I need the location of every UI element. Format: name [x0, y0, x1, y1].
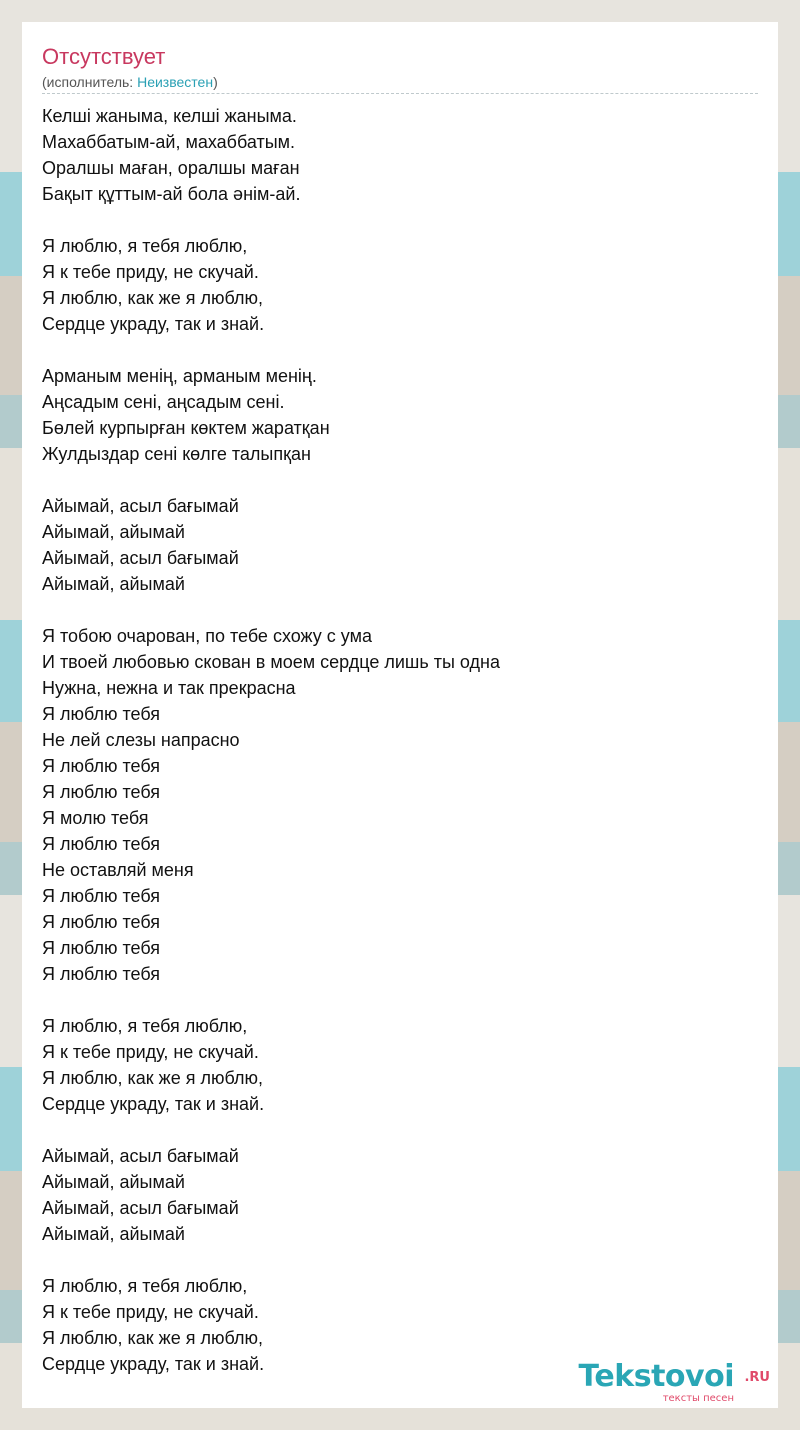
lyric-line: Сердце украду, так и знай. [42, 1094, 265, 1114]
lyric-line: Я люблю тебя [42, 834, 161, 854]
lyric-line: Арманым менің, арманым менің. [42, 366, 317, 386]
stanza-gap [42, 337, 758, 363]
lyric-line: Айымай, асыл бағымай [42, 1146, 239, 1166]
performer-prefix: (исполнитель: [42, 74, 138, 90]
lyric-line: Бөлей курпырған көктем жаратқан [42, 418, 330, 438]
lyric-line: Я к тебе приду, не скучай. [42, 1302, 259, 1322]
lyric-line: Айымай, асыл бағымай [42, 1198, 239, 1218]
lyric-line: Я люблю, как же я люблю, [42, 1328, 263, 1348]
logo-tagline: тексты песен [662, 1393, 734, 1404]
logo-wordmark: Tekstovoi [578, 1359, 734, 1394]
lyric-line: Не оставляй меня [42, 860, 194, 880]
lyric-line: Я люблю, я тебя люблю, [42, 1276, 248, 1296]
lyric-line: Я люблю, как же я люблю, [42, 288, 263, 308]
performer-suffix: ) [213, 74, 218, 90]
lyric-line: Не лей слезы напрасно [42, 730, 240, 750]
lyric-line: Аңсадым сені, аңсадым сені. [42, 392, 285, 412]
performer-link[interactable]: Неизвестен [137, 74, 214, 90]
lyric-line: Я люблю тебя [42, 782, 161, 802]
stanza-gap [42, 207, 758, 233]
stanza-gap [42, 987, 758, 1013]
song-title: Отсутствует [42, 44, 166, 69]
lyric-line: Я люблю тебя [42, 938, 161, 958]
lyric-line: Я к тебе приду, не скучай. [42, 262, 259, 282]
lyric-line: Айымай, айымай [42, 1224, 185, 1244]
lyric-line: Айымай, асыл бағымай [42, 496, 239, 516]
lyric-line: Я люблю тебя [42, 912, 161, 932]
lyric-line: Я тобою очарован, по тебе схожу с ума [42, 626, 372, 646]
lyric-line: Я к тебе приду, не скучай. [42, 1042, 259, 1062]
lyric-line: Я люблю тебя [42, 964, 161, 984]
lyric-line: Сердце украду, так и знай. [42, 1354, 265, 1374]
lyric-line: И твоей любовью скован в моем сердце лишь ты одна [42, 652, 500, 672]
performer-line [42, 73, 218, 91]
lyric-line: Айымай, айымай [42, 522, 185, 542]
stanza-gap [42, 1117, 758, 1143]
stanza-gap [42, 597, 758, 623]
lyric-line: Я люблю, я тебя люблю, [42, 236, 248, 256]
lyrics-card [22, 22, 778, 1408]
lyric-line: Сердце украду, так и знай. [42, 314, 265, 334]
header-divider [42, 93, 758, 94]
lyric-line: Я люблю, я тебя люблю, [42, 1016, 248, 1036]
site-logo[interactable] [560, 1360, 770, 1406]
lyric-line: Я люблю, как же я люблю, [42, 1068, 263, 1088]
lyric-line: Бақыт құттым-ай бола әнім-ай. [42, 184, 301, 204]
stanza-gap [42, 467, 758, 493]
lyric-line: Махаббатым-ай, махаббатым. [42, 132, 296, 152]
lyric-line: Я люблю тебя [42, 756, 161, 776]
lyric-line: Жулдыздар сені көлге талыпқан [42, 444, 311, 464]
lyric-line: Я люблю тебя [42, 886, 161, 906]
lyric-line: Я люблю тебя [42, 704, 161, 724]
lyric-line: Айымай, айымай [42, 1172, 185, 1192]
lyric-line: Я молю тебя [42, 808, 149, 828]
lyric-line: Айымай, айымай [42, 574, 185, 594]
stanza-gap [42, 1247, 758, 1273]
lyrics-text [42, 103, 758, 1377]
lyric-line: Нужна, нежна и так прекрасна [42, 678, 296, 698]
logo-tld: .RU [744, 1370, 770, 1385]
lyric-line: Айымай, асыл бағымай [42, 548, 239, 568]
lyric-line: Келші жаныма, келші жаныма. [42, 106, 297, 126]
lyric-line: Оралшы маған, оралшы маған [42, 158, 300, 178]
